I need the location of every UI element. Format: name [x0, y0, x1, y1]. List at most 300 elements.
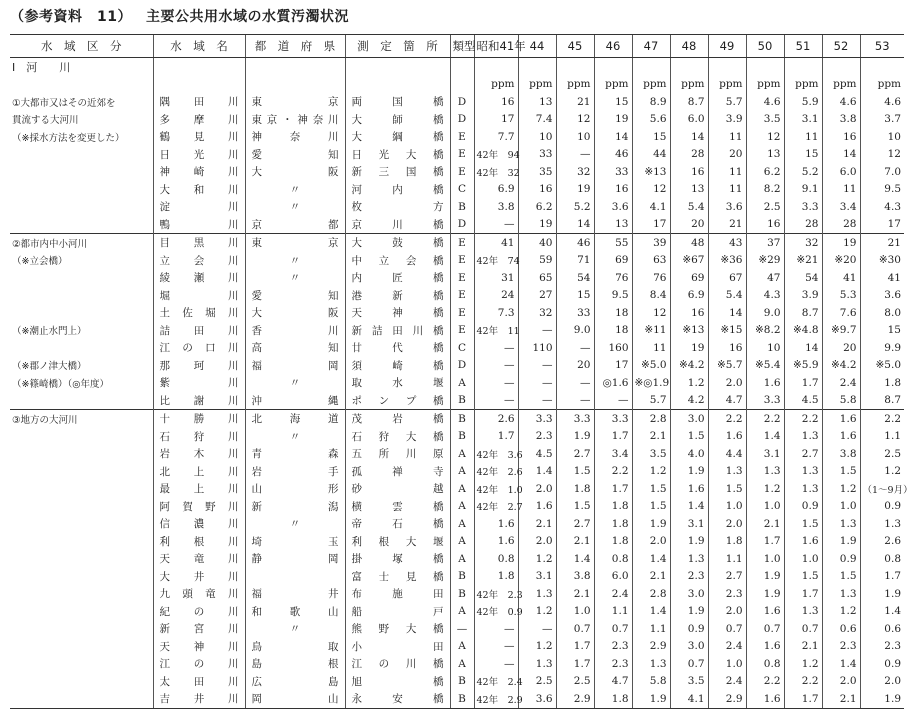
type-cell: —: [450, 620, 474, 638]
value-cell: 41: [474, 234, 518, 252]
type-cell: D: [450, 93, 474, 111]
value-cell: ※9.7: [822, 322, 860, 340]
site-cell: 天神橋: [345, 304, 450, 322]
value-cell: 2.3: [670, 568, 708, 586]
site-cell: 取水堰: [345, 374, 450, 392]
value-cell: ※21: [784, 252, 822, 270]
value-cell: 2.0: [518, 533, 556, 551]
site-cell: [345, 58, 450, 76]
value-cell: 12: [860, 146, 904, 164]
value-cell: 3.0: [670, 410, 708, 428]
water-body-cell: 岩木川: [153, 445, 245, 463]
region-cell: [10, 655, 153, 673]
value-cell: 11: [822, 181, 860, 199]
value-cell: 1.4: [556, 550, 594, 568]
value-cell: [822, 58, 860, 76]
table-row: [10, 128, 904, 146]
prefecture-cell: 新潟: [245, 498, 345, 516]
value-cell: 3.4: [822, 198, 860, 216]
value-cell: 1.5: [632, 480, 670, 498]
value-cell: 19: [556, 181, 594, 199]
value-cell: 15: [860, 322, 904, 340]
value-cell: 10: [556, 128, 594, 146]
value-cell: 0.7: [670, 655, 708, 673]
value-cell: 2.1: [518, 515, 556, 533]
value-cell: —: [474, 638, 518, 656]
value-cell: 2.2: [860, 410, 904, 428]
value-cell: 9.0: [746, 304, 784, 322]
value-cell: ppm: [708, 76, 746, 94]
value-cell: [860, 58, 904, 76]
region-cell: （※立会橋）: [12, 256, 68, 268]
value-cell: 42年 11: [474, 322, 518, 340]
value-cell: 1.2: [822, 603, 860, 621]
prefecture-cell: 〃: [245, 620, 345, 638]
value-cell: 7.7: [474, 128, 518, 146]
value-cell: —: [474, 655, 518, 673]
value-cell: 1.6: [746, 603, 784, 621]
value-cell: 1.3: [670, 550, 708, 568]
value-cell: ppm: [594, 76, 632, 94]
value-cell: 14: [822, 146, 860, 164]
region-cell: [10, 146, 153, 164]
type-cell: B: [450, 690, 474, 708]
type-cell: A: [450, 374, 474, 392]
header-cell: 水 域 名: [153, 35, 245, 58]
prefecture-cell: 〃: [245, 252, 345, 270]
value-cell: 2.1: [632, 568, 670, 586]
value-cell: 3.9: [784, 287, 822, 305]
region-cell: [10, 515, 153, 533]
value-cell: 63: [632, 252, 670, 270]
table-row: [10, 428, 904, 446]
value-cell: 3.3: [594, 410, 632, 428]
water-body-cell: 那珂川: [153, 357, 245, 375]
prefecture-cell: 大阪: [245, 304, 345, 322]
value-cell: 19: [594, 111, 632, 129]
value-cell: 5.9: [784, 93, 822, 111]
value-cell: 1.7: [784, 690, 822, 708]
value-cell: 4.6: [746, 93, 784, 111]
value-cell: 2.4: [822, 374, 860, 392]
value-cell: [746, 58, 784, 76]
water-body-cell: 淀川: [153, 198, 245, 216]
value-cell: 1.7: [556, 638, 594, 656]
value-cell: 1.8: [594, 515, 632, 533]
value-cell: 14: [708, 304, 746, 322]
value-cell: 6.9: [670, 287, 708, 305]
value-cell: 28: [822, 216, 860, 234]
water-body-cell: 紀の川: [153, 603, 245, 621]
site-cell: 利根大堰: [345, 533, 450, 551]
value-cell: 1.0: [822, 498, 860, 516]
value-cell: 55: [594, 234, 632, 252]
water-body-cell: 天竜川: [153, 550, 245, 568]
prefecture-cell: 埼玉: [245, 533, 345, 551]
type-cell: B: [450, 568, 474, 586]
value-cell: 17: [474, 111, 518, 129]
region-cell: [10, 690, 153, 708]
value-cell: [474, 58, 518, 76]
value-cell: 54: [784, 269, 822, 287]
value-cell: 10: [518, 128, 556, 146]
value-cell: —: [556, 374, 594, 392]
site-cell: 帝石橋: [345, 515, 450, 533]
value-cell: 1.2: [822, 480, 860, 498]
value-cell: 19: [822, 234, 860, 252]
value-cell: 1.7: [594, 480, 632, 498]
value-cell: 2.4: [708, 638, 746, 656]
value-cell: 19: [518, 216, 556, 234]
table-row: [10, 163, 904, 181]
value-cell: 1.6: [746, 374, 784, 392]
water-quality-table: [10, 34, 913, 709]
value-cell: ◎1.6: [594, 374, 632, 392]
value-cell: [784, 58, 822, 76]
value-cell: 3.8: [822, 111, 860, 129]
value-cell: —: [556, 339, 594, 357]
prefecture-cell: 〃: [245, 428, 345, 446]
value-cell: 1.2: [518, 603, 556, 621]
type-cell: A: [450, 655, 474, 673]
value-cell: 1.6: [784, 533, 822, 551]
value-cell: 31: [474, 269, 518, 287]
water-body-cell: 比謝川: [153, 392, 245, 410]
water-body-cell: 土佐堀川: [153, 304, 245, 322]
prefecture-cell: 京都: [245, 216, 345, 234]
table-row: [10, 234, 904, 252]
value-cell: 6.2: [518, 198, 556, 216]
value-cell: 1.7: [556, 655, 594, 673]
value-cell: 18: [594, 304, 632, 322]
type-cell: A: [450, 480, 474, 498]
value-cell: 3.3: [746, 392, 784, 410]
value-cell: 1.8: [860, 374, 904, 392]
value-cell: 5.7: [632, 392, 670, 410]
value-cell: 3.9: [708, 111, 746, 129]
value-cell: 54: [556, 269, 594, 287]
table-row: [10, 690, 904, 708]
value-cell: 1.4: [822, 655, 860, 673]
value-cell: 3.0: [670, 638, 708, 656]
value-cell: [518, 58, 556, 76]
site-cell: 船戸: [345, 603, 450, 621]
value-cell: 2.3: [708, 585, 746, 603]
value-cell: 1.1: [632, 620, 670, 638]
value-cell: 3.5: [632, 445, 670, 463]
value-cell: 33: [594, 163, 632, 181]
type-cell: B: [450, 428, 474, 446]
value-cell: 1.4: [632, 550, 670, 568]
region-cell: [10, 463, 153, 481]
value-cell: 0.7: [746, 620, 784, 638]
value-cell: 8.2: [746, 181, 784, 199]
header-cell: 水 域 区 分: [10, 35, 153, 58]
value-cell: 47: [746, 269, 784, 287]
value-cell: ※13: [632, 163, 670, 181]
value-cell: 1.5: [632, 498, 670, 516]
prefecture-cell: 福岡: [245, 357, 345, 375]
table-row: [10, 463, 904, 481]
value-cell: 1.5: [822, 463, 860, 481]
value-cell: ※20: [822, 252, 860, 270]
value-cell: ppm: [746, 76, 784, 94]
value-cell: —: [474, 216, 518, 234]
value-cell: 2.4: [708, 673, 746, 691]
header-cell: 51: [784, 35, 822, 58]
site-cell: 五所川原: [345, 445, 450, 463]
value-cell: 1.3: [822, 515, 860, 533]
value-cell: 4.4: [708, 445, 746, 463]
value-cell: 42年 0.9: [474, 603, 518, 621]
value-cell: 3.8: [474, 198, 518, 216]
value-cell: 4.6: [822, 93, 860, 111]
prefecture-cell: 岩手: [245, 463, 345, 481]
value-cell: 16: [708, 339, 746, 357]
type-cell: A: [450, 515, 474, 533]
value-cell: 12: [556, 111, 594, 129]
table-body: [10, 58, 913, 709]
value-cell: 6.0: [670, 111, 708, 129]
value-cell: 15: [556, 287, 594, 305]
table-row: [10, 181, 904, 199]
value-cell: 20: [556, 357, 594, 375]
prefecture-cell: 広島: [245, 673, 345, 691]
value-cell: ※29: [746, 252, 784, 270]
value-cell: 5.7: [708, 93, 746, 111]
value-cell: 1.3: [518, 655, 556, 673]
header-cell: 49: [708, 35, 746, 58]
table-row: [10, 603, 904, 621]
water-body-cell: 江の川: [153, 655, 245, 673]
value-cell: 1.0: [556, 603, 594, 621]
value-cell: 17: [594, 357, 632, 375]
prefecture-cell: 東京: [245, 93, 345, 111]
site-cell: 富士見橋: [345, 568, 450, 586]
value-cell: 4.5: [518, 445, 556, 463]
value-cell: 1.9: [670, 533, 708, 551]
value-cell: 4.3: [860, 198, 904, 216]
value-cell: —: [518, 392, 556, 410]
value-cell: 27: [518, 287, 556, 305]
value-cell: 5.8: [822, 392, 860, 410]
site-cell: 旭橋: [345, 673, 450, 691]
value-cell: ※◎1.9: [632, 374, 670, 392]
table-row: [10, 655, 904, 673]
value-cell: 1.9: [746, 568, 784, 586]
value-cell: 2.2: [784, 410, 822, 428]
value-cell: 0.7: [556, 620, 594, 638]
value-cell: 3.6: [708, 198, 746, 216]
value-cell: 1.6: [474, 515, 518, 533]
value-cell: 28: [784, 216, 822, 234]
water-body-cell: 石狩川: [153, 428, 245, 446]
value-cell: 1.1: [594, 603, 632, 621]
title-prefix: （参考資料 11）: [10, 9, 132, 25]
value-cell: 5.4: [670, 198, 708, 216]
site-cell: 大鼓橋: [345, 234, 450, 252]
type-cell: A: [450, 550, 474, 568]
value-cell: 19: [670, 339, 708, 357]
type-cell: E: [450, 304, 474, 322]
value-cell: 11: [708, 163, 746, 181]
value-cell: 13: [670, 181, 708, 199]
value-cell: ※8.2: [746, 322, 784, 340]
value-cell: ppm: [518, 76, 556, 94]
header-row: [10, 35, 904, 58]
value-cell: 1.9: [670, 603, 708, 621]
value-cell: 1.6: [518, 498, 556, 516]
value-cell: —: [518, 620, 556, 638]
value-cell: 1.9: [632, 515, 670, 533]
region-cell: [10, 428, 153, 446]
value-cell: 46: [556, 234, 594, 252]
region-cell: [10, 638, 153, 656]
table-row: [10, 198, 904, 216]
value-cell: ※5.4: [746, 357, 784, 375]
value-cell: 20: [670, 216, 708, 234]
value-cell: 0.7: [784, 620, 822, 638]
water-body-cell: 日光川: [153, 146, 245, 164]
type-cell: B: [450, 198, 474, 216]
value-cell: 42年 74: [474, 252, 518, 270]
value-cell: 8.0: [860, 304, 904, 322]
value-cell: 0.9: [670, 620, 708, 638]
value-cell: 1.0: [784, 550, 822, 568]
value-cell: 1.6: [474, 533, 518, 551]
region-cell: [10, 498, 153, 516]
prefecture-cell: [245, 568, 345, 586]
type-cell: E: [450, 146, 474, 164]
value-cell: 1.3: [784, 428, 822, 446]
region-cell: [10, 269, 153, 287]
site-cell: 大師橋: [345, 111, 450, 129]
value-cell: 1.9: [632, 690, 670, 708]
value-cell: 7.0: [860, 163, 904, 181]
value-cell: 2.7: [556, 515, 594, 533]
value-cell: 1.3: [822, 585, 860, 603]
site-cell: 須崎橋: [345, 357, 450, 375]
prefecture-cell: 島根: [245, 655, 345, 673]
value-cell: 1.6: [822, 410, 860, 428]
value-cell: 4.5: [784, 392, 822, 410]
table-row: [10, 111, 904, 129]
header-cell: 測 定 箇 所: [345, 35, 450, 58]
header-cell: 50: [746, 35, 784, 58]
value-cell: 1.4: [632, 603, 670, 621]
value-cell: 0.7: [708, 620, 746, 638]
value-cell: 1.7: [784, 585, 822, 603]
site-cell: 横雲橋: [345, 498, 450, 516]
header-cell: 類型: [450, 35, 474, 58]
value-cell: 2.1: [632, 428, 670, 446]
value-cell: 65: [518, 269, 556, 287]
value-cell: ※67: [670, 252, 708, 270]
value-cell: 14: [784, 339, 822, 357]
value-cell: 3.1: [670, 515, 708, 533]
value-cell: 15: [594, 93, 632, 111]
value-cell: 43: [708, 234, 746, 252]
value-cell: 1.2: [746, 480, 784, 498]
value-cell: 8.4: [632, 287, 670, 305]
value-cell: 3.3: [518, 410, 556, 428]
value-cell: 42年 2.6: [474, 463, 518, 481]
table-row: [10, 58, 904, 76]
value-cell: 48: [670, 234, 708, 252]
water-body-cell: 詰田川: [153, 322, 245, 340]
region-cell: [10, 480, 153, 498]
table-row: [10, 673, 904, 691]
value-cell: 1.9: [860, 690, 904, 708]
header-cell: 昭和41年: [474, 35, 518, 58]
value-cell: 4.1: [632, 198, 670, 216]
value-cell: 2.8: [632, 410, 670, 428]
value-cell: 1.1: [708, 550, 746, 568]
value-cell: 11: [708, 128, 746, 146]
water-body-cell: 利根川: [153, 533, 245, 551]
value-cell: 42年 1.0: [474, 480, 518, 498]
water-body-cell: 太田川: [153, 673, 245, 691]
type-cell: D: [450, 216, 474, 234]
value-cell: 4.6: [860, 93, 904, 111]
value-cell: ※30: [860, 252, 904, 270]
value-cell: 16: [670, 304, 708, 322]
value-cell: 44: [632, 146, 670, 164]
value-cell: 8.7: [784, 304, 822, 322]
value-cell: ※36: [708, 252, 746, 270]
value-cell: 16: [746, 216, 784, 234]
water-body-cell: 隅田川: [153, 93, 245, 111]
value-cell: 4.1: [670, 690, 708, 708]
value-cell: 13: [746, 146, 784, 164]
value-cell: 2.1: [556, 533, 594, 551]
table-row: [10, 410, 904, 428]
value-cell: 8.7: [670, 93, 708, 111]
value-cell: 1.4: [746, 428, 784, 446]
value-cell: 0.9: [860, 655, 904, 673]
value-cell: 10: [860, 128, 904, 146]
value-cell: 4.7: [708, 392, 746, 410]
region-cell: [10, 287, 153, 305]
value-cell: 67: [708, 269, 746, 287]
table-row: [10, 374, 904, 392]
water-body-cell: 九頭竜川: [153, 585, 245, 603]
value-cell: 39: [632, 234, 670, 252]
title-main: 主要公共用水域の水質汚濁状況: [145, 9, 349, 25]
value-cell: —: [474, 620, 518, 638]
value-cell: 2.3: [518, 428, 556, 446]
value-cell: ※4.2: [822, 357, 860, 375]
value-cell: 7.6: [822, 304, 860, 322]
value-cell: 24: [474, 287, 518, 305]
value-cell: 1.0: [746, 498, 784, 516]
header-cell: 45: [556, 35, 594, 58]
water-body-cell: 大井川: [153, 568, 245, 586]
table-row: [10, 550, 904, 568]
value-cell: 1.3: [784, 480, 822, 498]
value-cell: 1.9: [670, 463, 708, 481]
value-cell: 0.8: [474, 550, 518, 568]
table-row: [10, 339, 904, 357]
type-cell: E: [450, 269, 474, 287]
type-cell: B: [450, 410, 474, 428]
site-cell: 河内橋: [345, 181, 450, 199]
value-cell: 2.5: [860, 445, 904, 463]
value-cell: 1.5: [556, 463, 594, 481]
value-cell: 1.0: [746, 550, 784, 568]
site-cell: 新詰田川橋: [345, 322, 450, 340]
value-cell: 2.1: [822, 690, 860, 708]
